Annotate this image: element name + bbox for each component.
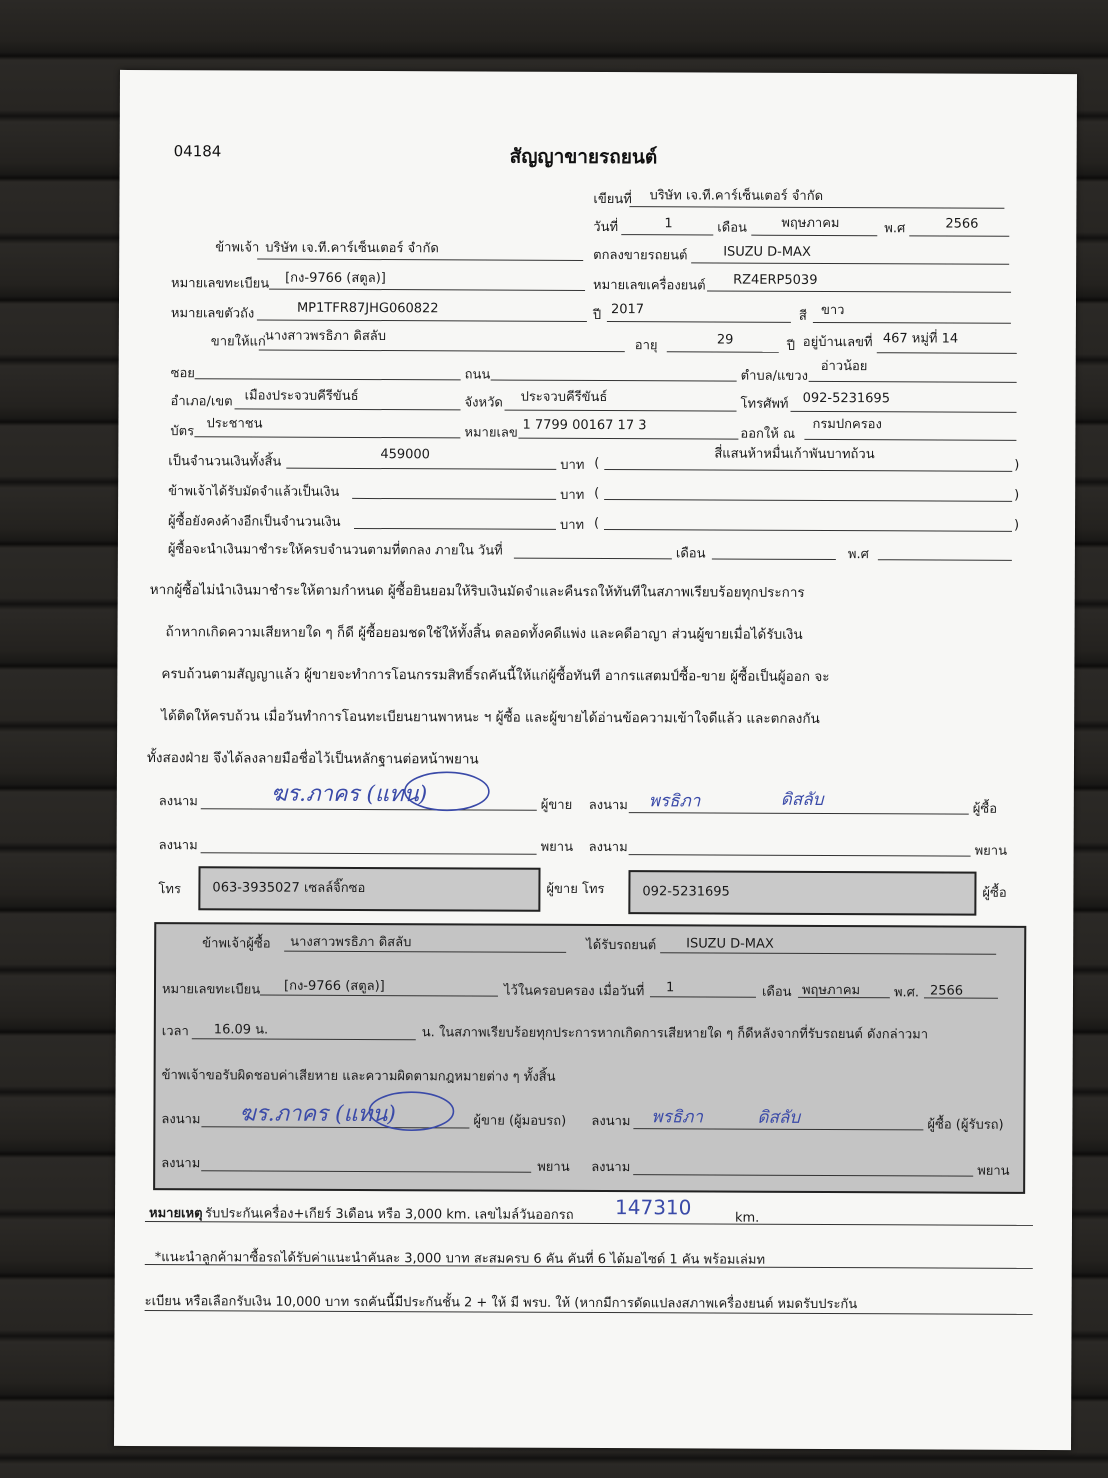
deposit-label: ข้าพเจ้าได้รับมัดจำแล้วเป็นเงิน [168, 484, 340, 500]
house-label: อยู่บ้านเลขที่ [802, 334, 873, 351]
seller-sign-label: ลงนาม [158, 794, 198, 810]
chassis-line [257, 320, 587, 322]
written-at-value: บริษัท เจ.ที.คาร์เซ็นเตอร์ จำกัด [649, 188, 824, 204]
subdistrict-label: ตำบล/แขวง [740, 368, 808, 384]
receipt-month-value: พฤษภาคม [801, 982, 861, 999]
engine-line [707, 290, 1011, 292]
due-day-line [514, 558, 672, 560]
deposit-paren-open: ( [594, 485, 600, 502]
receipt-witness2-sign-label: ลงนาม [591, 1159, 631, 1176]
vehicle-year-value: 2017 [610, 302, 645, 318]
remaining-label: ผู้ซื้อยังคงค้างอีกเป็นจำนวนเงิน [168, 514, 341, 530]
receipt-liability-text: ข้าพเจ้าขอรับผิดชอบค่าเสียหาย และความผิดตามกฎหมายต่าง ๆ ทั้งสิ้น [161, 1068, 556, 1085]
province-line [505, 410, 737, 412]
receipt-seller-signature-text: ฆร.ภาคร (แทน) [239, 1101, 396, 1128]
witness2-role-label: พยาน [974, 843, 1008, 859]
terms-line-1: หากผู้ซื้อไม่นำเงินมาชำระให้ตามกำหนด ผู้ซื้อยินยอมให้ริบเงินมัดจำและคืนรถให้ทันทีในสภาพเรียบร้อยทุกประการ [149, 582, 805, 601]
province-value: ประจวบคีรีขันธ์ [520, 389, 608, 406]
receipt-buyer-signature-first: พรธิภา [651, 1107, 703, 1128]
receipt-witness2-line [633, 1174, 973, 1176]
total-baht-label: บาท [560, 457, 585, 473]
buyer-sign-label: ลงนาม [588, 797, 628, 814]
written-at-line [629, 206, 1004, 209]
receipt-buyer-name: นางสาวพรธิภา ดิสลับ [290, 934, 412, 951]
id-label: หมายเลข [464, 425, 518, 441]
total-label: เป็นจำนวนเงินทั้งสิ้น [168, 454, 282, 470]
sell-to-label: ขายให้แก่ [210, 334, 266, 350]
receipt-car-line [660, 952, 996, 954]
total-paren-open: ( [594, 455, 600, 472]
receipt-witness1-line [201, 1170, 531, 1172]
car-model-line [691, 262, 1009, 264]
house-value: 467 หมู่ที่ 14 [882, 331, 959, 347]
seller-role-label: ผู้ขาย [540, 797, 573, 813]
receipt-month-label: เดือน [761, 984, 792, 1000]
terms-line-3: ครบถ้วนตามสัญญาแล้ว ผู้ขายจะทำการโอนกรรมสิทธิ์รถคันนี้ให้แก่ผู้ซื้อทันที อากรแสตมป์ซื้อ-ขาย ผู้ซื้อเป็นผู้ออก จะ [161, 666, 830, 686]
receipt-seller-signature [235, 1088, 465, 1133]
buyer-tel-box [628, 870, 976, 916]
total-value: 459000 [380, 447, 431, 463]
day-value: 1 [664, 216, 673, 232]
seller-label: ข้าพเจ้า [215, 240, 260, 256]
receipt-year-value: 2566 [929, 983, 964, 999]
written-at-label: เขียนที่ [593, 191, 632, 208]
mileage-value: 147310 [614, 1195, 692, 1220]
receipt-condition-text: น. ในสภาพเรียบร้อยทุกประการหากเกิดการเสียหายใด ๆ ก็ดีหลังจากที่รับรถยนต์ ดังกล่าวมา [421, 1025, 929, 1043]
buyer-signature-first: พรธิภา [648, 791, 701, 812]
seller-line [257, 259, 583, 261]
remaining-line [354, 528, 556, 530]
issued-value: กรมปกครอง [812, 416, 882, 433]
district-label: อำเภอ/เขต [170, 394, 233, 410]
total-words-line [604, 469, 1012, 472]
age-label: อายุ [634, 338, 658, 354]
buyer-name-value: นางสาวพรธิภา ดิสลับ [264, 328, 387, 345]
receipt-received-label: ได้รับรถยนต์ [586, 937, 657, 954]
terms-line-4: ได้ติดให้ครบถ้วน เมื่อวันทำการโอนทะเบียนยานพาหนะ ฯ ผู้ซื้อ และผู้ขายได้อ่านข้อความเข้าใจดีแล้ว และตกลงกัน [161, 708, 820, 727]
receipt-witness1-role-label: พยาน [537, 1159, 570, 1175]
witness1-role-label: พยาน [540, 839, 574, 855]
road-line [491, 380, 737, 382]
receipt-time-value: 16.09 น. [213, 1022, 269, 1038]
subdistrict-line [809, 381, 1017, 383]
year-value: 2566 [945, 216, 979, 232]
card-type-value: ประชาชน [206, 416, 263, 432]
receipt-buyer-signature [649, 1102, 909, 1133]
province-label: จังหวัด [464, 395, 503, 411]
receipt-buyer-signature-last: ดิสลับ [757, 1107, 801, 1128]
remaining-paren-close: ) [1013, 517, 1020, 533]
receipt-possession-label: ไว้ในครอบครอง เมื่อวันที่ [503, 983, 645, 1000]
total-paren-close: ) [1014, 457, 1020, 473]
due-month-line [712, 559, 836, 561]
seller-tel-value: 063-3935027 เซลล์จิ๊กซอ [212, 880, 366, 896]
chassis-value: MP1TFR87JHG060822 [296, 300, 439, 317]
due-month-label: เดือน [675, 546, 706, 562]
id-value: 1 7799 00167 17 3 [522, 417, 647, 434]
deposit-words-line [604, 499, 1012, 502]
receipt-time-line [192, 1038, 416, 1040]
age-unit: ปี [786, 338, 796, 354]
total-words-value: สี่แสนห้าหมื่นเก้าพันบาทถ้วน [714, 446, 875, 463]
card-label: บัตร [170, 424, 195, 440]
issued-label: ออกให้ ณ [740, 426, 796, 442]
age-line [667, 351, 779, 352]
month-value: พฤษภาคม [781, 215, 840, 232]
agree-sell-label: ตกลงขายรถยนต์ [593, 247, 688, 264]
plate-value: [กง-9766 (สตูล)] [285, 270, 386, 287]
buyer-signature [647, 784, 947, 815]
receipt-buyer-label: ข้าพเจ้าผู้ซื้อ [202, 936, 271, 952]
vehicle-receipt-box [153, 922, 1026, 1194]
receipt-day-line [650, 996, 756, 997]
receipt-buyer-line [284, 951, 566, 953]
plate-label: หมายเลขทะเบียน [171, 276, 270, 292]
note-line [145, 1221, 1033, 1226]
seller-signature-text: ฆร.ภาคร (แทน) [270, 781, 428, 808]
color-line [813, 322, 1011, 324]
buyer-name-line [259, 350, 625, 353]
total-line [286, 468, 556, 470]
soi-label: ซอย [170, 366, 195, 382]
remaining-paren-open: ( [593, 515, 600, 532]
age-value: 29 [716, 332, 734, 348]
buyer-signature-last: ดิสลับ [780, 789, 824, 810]
issued-line [804, 439, 1016, 441]
witness1-sign-label: ลงนาม [158, 838, 198, 854]
note-label: หมายเหตุ [148, 1206, 203, 1222]
card-line [194, 436, 460, 438]
remaining-baht-label: บาท [559, 517, 585, 533]
deposit-paren-close: ) [1014, 487, 1020, 503]
day-line [621, 234, 713, 235]
remaining-words-line [604, 529, 1012, 532]
buyer-tel-role-label: ผู้ซื้อ [982, 885, 1007, 901]
seller-tel-box [198, 866, 540, 911]
due-year-line [878, 559, 1012, 561]
subdistrict-value: อ่าวน้อย [820, 358, 868, 375]
road-label: ถนน [464, 367, 491, 383]
witness2-sign-line [629, 854, 971, 856]
terms-line-2: ถ้าหากเกิดความเสียหายใด ๆ ก็ดี ผู้ซื้อยอมชดใช้ให้ทั้งสิ้น ตลอดทั้งคดีแพ่ง และคดีอาญา ส่วนผู้ขายเมื่อได้รับเงิน [165, 624, 803, 643]
chassis-label: หมายเลขตัวถัง [170, 306, 255, 322]
due-year-label: พ.ศ [847, 547, 869, 563]
receipt-time-label: เวลา [161, 1024, 189, 1040]
referral-line-2: ะเบียน หรือเลือกรับเงิน 10,000 บาท รถคันนี้มีประกันชั้น 2 + ให้ มี พรบ. ให้ (หากมีการดัดแปลงสภาพเครื่องยนต์ หมดรับประกัน [144, 1294, 858, 1313]
deposit-line [352, 498, 556, 500]
km-unit: km. [734, 1210, 760, 1226]
buyer-tel-value: 092-5231695 [642, 884, 730, 900]
seller-name: บริษัท เจ.ที.คาร์เซ็นเตอร์ จำกัด [265, 240, 439, 257]
district-value: เมืองประจวบคีรีขันธ์ [244, 388, 359, 404]
receipt-seller-role-label: ผู้ขาย (ผู้มอบรถ) [473, 1113, 567, 1129]
seller-tel-label: โทร [158, 882, 182, 898]
receipt-car-value: ISUZU D-MAX [686, 936, 774, 952]
mileage-handwritten [611, 1190, 711, 1222]
seller-tel-role-label: ผู้ขาย โทร [546, 881, 605, 898]
soi-line [195, 378, 461, 380]
receipt-witness1-sign-label: ลงนาม [161, 1156, 201, 1172]
color-label: สี [798, 308, 807, 324]
receipt-buyer-sign-label: ลงนาม [591, 1113, 631, 1130]
document-number: 04184 [173, 142, 222, 161]
receipt-buyer-role-label: ผู้ซื้อ (ผู้รับรถ) [927, 1117, 1004, 1133]
year-line [909, 235, 1009, 236]
phone-value: 092-5231695 [802, 390, 891, 407]
due-label: ผู้ซื้อจะนำเงินมาชำระให้ครบจำนวนตามที่ตกลง ภายใน วันที่ [167, 542, 503, 559]
buyer-role-label: ผู้ซื้อ [972, 801, 998, 817]
warranty-text: รับประกันเครื่อง+เกียร์ 3เดือน หรือ 3,000 km. เลขไมล์วันออกรถ [204, 1206, 574, 1223]
receipt-year-label: พ.ศ. [893, 985, 920, 1001]
district-line [235, 408, 461, 410]
receipt-witness2-role-label: พยาน [977, 1163, 1010, 1179]
phone-label: โทรศัพท์ [740, 396, 789, 412]
engine-value: RZ4ERP5039 [733, 272, 818, 288]
vehicle-year-label: ปี [592, 307, 602, 324]
month-line [751, 235, 877, 237]
seller-signature [267, 771, 497, 812]
month-label: เดือน [717, 220, 747, 236]
document-title: สัญญาขายรถยนต์ [509, 145, 658, 169]
phone-line [791, 411, 1017, 413]
witness2-sign-label: ลงนาม [588, 839, 628, 856]
car-model-value: ISUZU D-MAX [723, 244, 811, 260]
receipt-seller-sign-label: ลงนาม [161, 1112, 201, 1128]
receipt-plate-value: [กง-9766 (สตูล)] [283, 978, 385, 995]
witness1-sign-line [201, 852, 537, 854]
deposit-baht-label: บาท [560, 487, 585, 503]
year-label: พ.ศ [884, 221, 906, 237]
referral-line-1: *แนะนำลูกค้ามาซื้อรถได้รับค่าแนะนำคันละ 3,000 บาท สะสมครบ 6 คัน คันที่ 6 ได้มอไซด์ 1 คัน พร้อมเล่มท [154, 1250, 766, 1268]
plate-line [269, 289, 585, 291]
terms-line-5: ทั้งสองฝ่าย จึงได้ลงลายมือชื่อไว้เป็นหลักฐานต่อหน้าพยาน [146, 750, 479, 768]
id-line [518, 438, 738, 440]
color-value: ขาว [820, 302, 845, 319]
vehicle-year-line [607, 321, 791, 323]
day-label: วันที่ [593, 219, 619, 236]
receipt-day-value: 1 [665, 980, 675, 996]
house-line [877, 352, 1017, 354]
receipt-plate-label: หมายเลขทะเบียน [161, 982, 261, 998]
engine-label: หมายเลขเครื่องยนต์ [593, 277, 706, 294]
contract-paper [114, 70, 1077, 1450]
